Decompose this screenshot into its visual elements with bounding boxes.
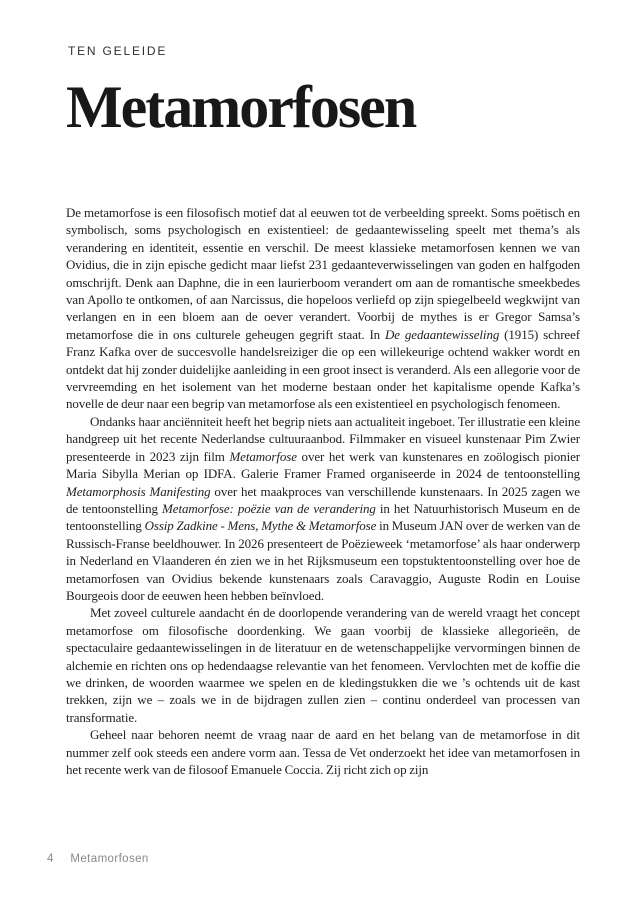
text-segment: De metamorfose is een filosofisch motief dat al eeuwen tot de verbeelding spreekt. Soms poëtisch en symbolisch, soms psychologisch en existentieel: de gedaantewisseling speelt met thema’s als verandering en identiteit, essentie en verschil. De meest klassieke metamorfosen kennen we van Ovidius, die in zijn epische gedicht maar liefst 231 gedaanteverwisselingen van goden en halfgoden omschrijft. Denk aan Daphne, die in een laurierboom verandert om aan de romantische smeekbedes van Apollo te ontkomen, of aan Narcissus, die hopeloos verliefd op zijn spiegelbeeld wegkwijnt van verlangen en in een bloem aan de oever verandert. Voorbij de mythes is er Gregor Samsa’s metamorfose die in ons culturele geheugen gegrift staat. In — [66, 205, 580, 342]
text-segment: Geheel naar behoren neemt de vraag naar de aard en het belang van de metamorfose in dit nummer zelf ook steeds een andere vorm aan. Tessa de Vet onderzoekt het idee van metamorfosen in het recente werk van de filosoof Emanuele Coccia. Zij richt zich op zijn — [66, 727, 580, 777]
italic-text-segment: Metamorphosis Manifesting — [66, 483, 211, 499]
page-title: Metamorfosen — [66, 74, 416, 140]
italic-text-segment: Metamorfose: poëzie van de verandering — [162, 500, 376, 516]
body-paragraph — [66, 413, 580, 604]
text-segment: Ondanks haar anciënniteit heeft het begrip niets aan actualiteit ingeboet. Ter illustratie een kleine handgreep uit het recente Nederlandse cultuuraanbod. Filmmaker en visueel kunstenaar Pim Zwier presenteerde in 2023 zijn film — [66, 413, 580, 464]
text-segment: in Museum JAN over de werken van de Russisch-Franse beeldhouwer. In 2026 presenteert de Poëzieweek ‘metamorfose’ als haar onderwerp in Nederland en Vlaanderen én zien we in het Rijksmuseum een topstuktentoonstelling over hoe de metamorfosen van Ovidius bekende kunstenaars zoals Caravaggio, Auguste Rodin en Louise Bourgeois door de eeuwen heen hebben beïnvloed. — [66, 518, 580, 603]
text-segment: in het Natuurhistorisch Museum en de tentoonstelling — [66, 500, 580, 534]
text-segment: over het maakproces van verschillende kunstenaars. In 2025 zagen we de tentoonstelling — [66, 483, 580, 516]
body-paragraph — [66, 204, 580, 413]
italic-text-segment: Ossip Zadkine - Mens, Mythe & Metamorfose — [144, 518, 377, 534]
body-paragraph — [66, 604, 580, 726]
page-footer — [47, 852, 149, 866]
page-number: 4 — [47, 853, 54, 865]
text-segment: (1915) schreef Franz Kafka over de succesvolle handelsreiziger die op een willekeurige ochtend wakker wordt en ontdekt dat hij zonder duidelijke aanleiding in een groot insect is veranderd. Als een allegorie voor de vervreemding en het isolement van het moderne bestaan onder het kapitalisme opende Kafka’s novelle de deur naar een begrip van metamorfose als een existentieel en psychologisch fenomeen. — [66, 326, 580, 412]
section-kicker: TEN GELEIDE — [68, 44, 168, 58]
text-segment: Met zoveel culturele aandacht én de doorlopende verandering van de wereld vraagt het concept metamorfose om filosofische doordenking. We gaan voorbij de klassieke allegorieën, de spectaculaire gedaantewisselingen in de literatuur en de wetenschappelijke vervormingen binnen de alchemie en richten ons op hedendaagse relevantie van het fenomeen. Vervlochten met de koffie die we drinken, de woorden waarmee we spelen en de kledingstukken die we ’s ochtends uit de kast trekken, zijn we – zoals we in de bijdragen zullen zien – continu onderdeel van processen van transformatie. — [66, 605, 580, 725]
text-segment: over het werk van kunstenares en zoölogisch pionier Maria Sibylla Merian op IDFA. Galerie Framer Framed organiseerde in 2024 de tentoonstelling — [66, 448, 580, 482]
italic-text-segment: De gedaantewisseling — [385, 326, 500, 342]
italic-text-segment: Metamorfose — [229, 448, 297, 464]
body-paragraph — [66, 726, 580, 778]
article-body — [66, 204, 580, 778]
footer-publication-title: Metamorfosen — [70, 853, 149, 865]
